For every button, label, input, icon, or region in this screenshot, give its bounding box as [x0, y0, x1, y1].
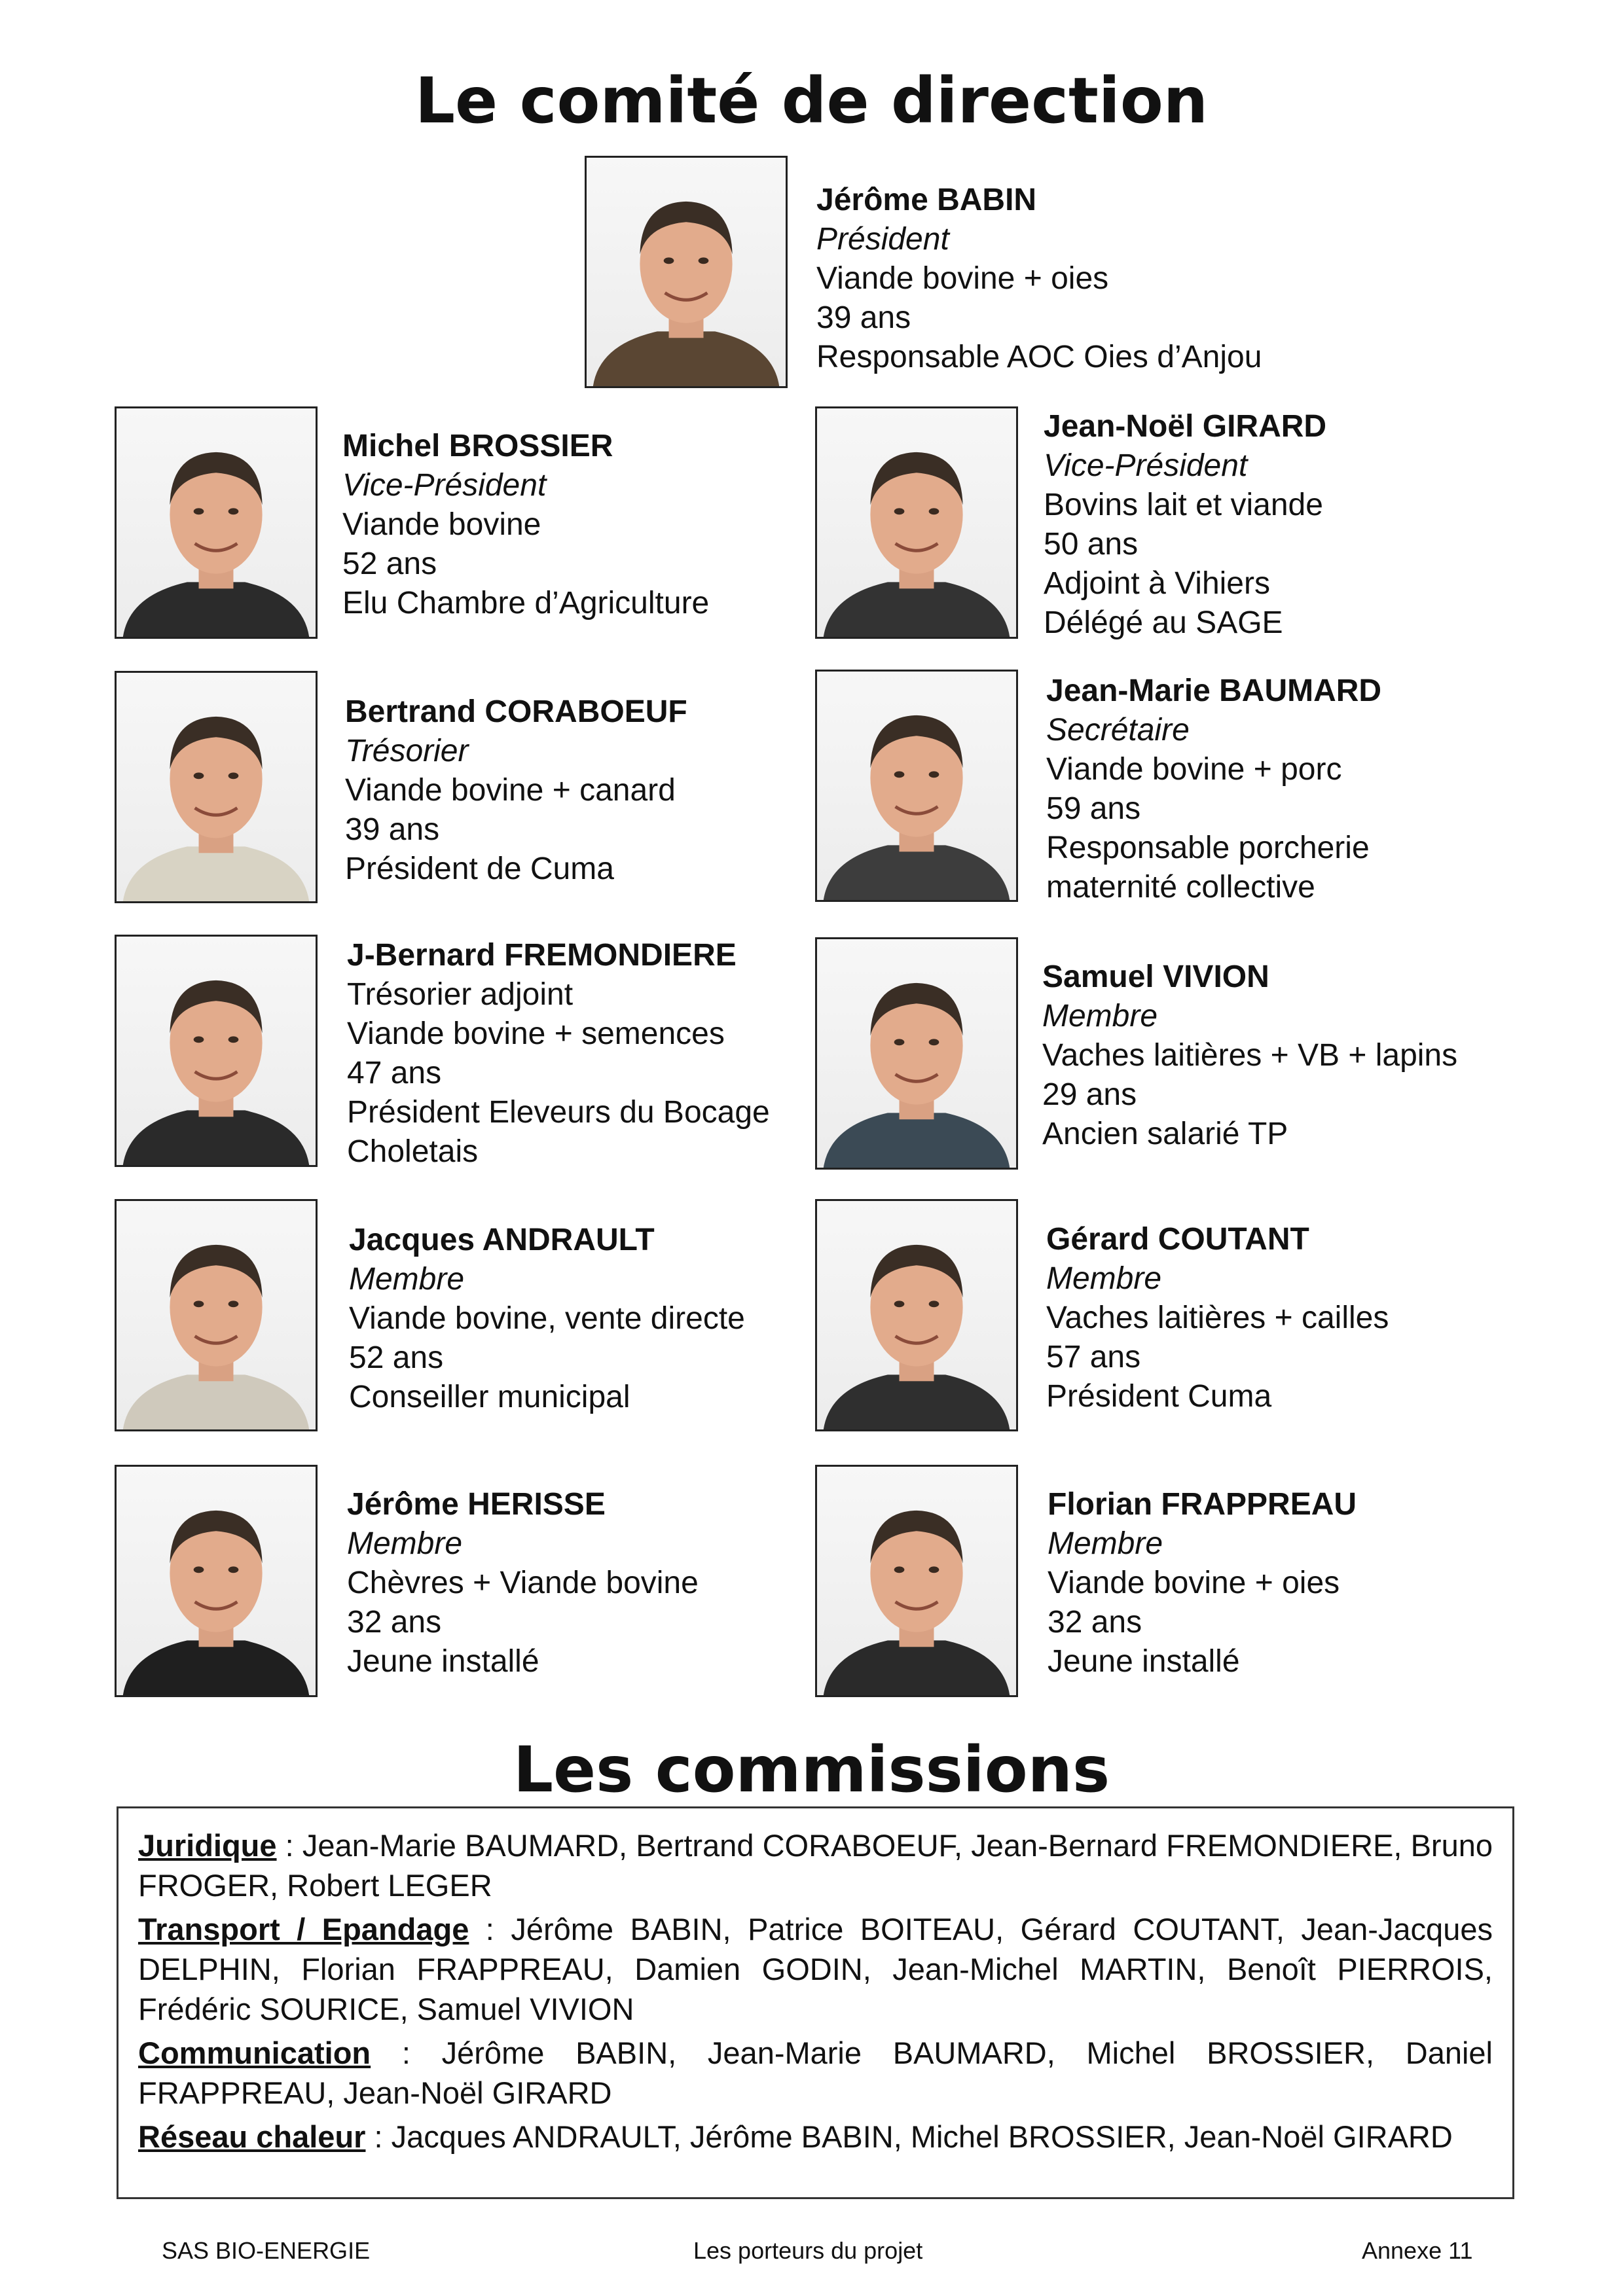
footer-left: SAS BIO-ENERGIE	[162, 2237, 371, 2264]
member-detail: Président Eleveurs du Bocage	[347, 1095, 770, 1130]
member-detail: Responsable AOC Oies d’Anjou	[816, 340, 1262, 374]
member-photo	[815, 937, 1018, 1170]
member-card	[342, 427, 709, 623]
commission-entry: Communication : Jérôme BABIN, Jean-Marie BAUMARD, Michel BROSSIER, Daniel FRAPPREAU, Jean-Noël GIRARD	[138, 2036, 1493, 2110]
member-role: Secrétaire	[1046, 713, 1190, 747]
member-activity: Viande bovine + canard	[345, 773, 676, 808]
member-photo	[585, 156, 788, 388]
member-detail: Conseiller municipal	[349, 1380, 630, 1414]
member-age: 52 ans	[349, 1340, 444, 1375]
member-activity: Vaches laitières + cailles	[1046, 1300, 1389, 1335]
member-name: Samuel VIVION	[1042, 960, 1269, 994]
member-photo	[115, 406, 318, 639]
member-card	[1046, 1220, 1389, 1416]
member-role: Vice-Président	[342, 468, 547, 503]
member-card	[1046, 672, 1381, 907]
member-photo	[815, 406, 1018, 639]
member-card	[1044, 407, 1326, 643]
member-role: Membre	[347, 1526, 463, 1561]
commission-entry: Réseau chaleur : Jacques ANDRAULT, Jérôme BABIN, Michel BROSSIER, Jean-Noël GIRARD	[138, 2119, 1453, 2154]
commission-members: Jean-Marie BAUMARD, Bertrand CORABOEUF, Jean-Bernard FREMONDIERE, Bruno FROGER, Robert LEGER	[138, 1828, 1493, 1903]
member-photo	[115, 935, 318, 1167]
member-age: 32 ans	[1048, 1605, 1142, 1640]
member-activity: Chèvres + Viande bovine	[347, 1566, 699, 1600]
member-activity: Viande bovine + oies	[816, 261, 1109, 296]
footer-center: Les porteurs du projet	[693, 2237, 923, 2264]
member-age: 39 ans	[345, 812, 440, 847]
member-name: Jean-Noël GIRARD	[1044, 409, 1327, 444]
member-card	[1048, 1485, 1357, 1681]
member-photo	[115, 1199, 318, 1431]
member-role: Membre	[1042, 999, 1158, 1033]
member-activity: Viande bovine + semences	[347, 1016, 725, 1051]
member-age: 52 ans	[342, 547, 437, 581]
member-detail: Responsable porcherie	[1046, 831, 1370, 865]
member-role: Trésorier	[345, 734, 469, 768]
member-age: 57 ans	[1046, 1340, 1141, 1374]
member-activity: Bovins lait et viande	[1044, 488, 1323, 522]
member-name: Michel BROSSIER	[342, 429, 613, 463]
member-name: Jérôme HERISSE	[347, 1487, 606, 1522]
member-detail: Président Cuma	[1046, 1379, 1272, 1414]
member-role: Président	[816, 222, 949, 257]
member-name: Bertrand CORABOEUF	[345, 694, 687, 729]
member-age: 29 ans	[1042, 1077, 1137, 1112]
member-detail: Ancien salarié TP	[1042, 1117, 1288, 1151]
commission-label: Communication	[138, 2036, 371, 2070]
member-card	[345, 692, 687, 889]
member-detail: Jeune installé	[1048, 1644, 1240, 1679]
member-role: Vice-Président	[1044, 448, 1248, 483]
member-role: Trésorier adjoint	[347, 977, 574, 1012]
member-detail: Elu Chambre d’Agriculture	[342, 586, 710, 620]
member-photo	[115, 1465, 318, 1697]
member-detail: Jeune installé	[347, 1644, 539, 1679]
member-card	[347, 936, 770, 1172]
member-age: 39 ans	[816, 300, 911, 335]
member-detail: Adjoint à Vihiers	[1044, 566, 1270, 601]
member-role: Membre	[1046, 1261, 1162, 1296]
member-detail: Délégé au SAGE	[1044, 605, 1283, 640]
member-name: Gérard COUTANT	[1046, 1222, 1309, 1257]
commission-members: Jacques ANDRAULT, Jérôme BABIN, Michel BROSSIER, Jean-Noël GIRARD	[391, 2119, 1453, 2154]
page-title: Le comité de direction	[414, 64, 1209, 137]
member-age: 47 ans	[347, 1056, 442, 1090]
member-name: Jacques ANDRAULT	[349, 1223, 655, 1257]
member-card	[349, 1221, 745, 1417]
commission-entry: Transport / Epandage : Jérôme BABIN, Patrice BOITEAU, Gérard COUTANT, Jean-Jacques DELPHIN, Florian FRAPPREAU, Damien GODIN, Jean-Michel MARTIN, Benoît PIERROIS, Frédéric SOURICE, Samuel VIVION	[138, 1912, 1493, 2026]
commission-entry: Juridique : Jean-Marie BAUMARD, Bertrand CORABOEUF, Jean-Bernard FREMONDIERE, Bruno FROGER, Robert LEGER	[138, 1828, 1493, 1903]
member-name: Jean-Marie BAUMARD	[1046, 673, 1382, 708]
member-activity: Vaches laitières + VB + lapins	[1042, 1038, 1458, 1073]
commission-label: Transport / Epandage	[138, 1912, 469, 1946]
member-photo	[115, 671, 318, 903]
commission-members: Jérôme BABIN, Patrice BOITEAU, Gérard COUTANT, Jean-Jacques DELPHIN, Florian FRAPPREAU, Damien GODIN, Jean-Michel MARTIN, Benoît PIERROIS, Frédéric SOURICE, Samuel VIVION	[138, 1912, 1493, 2026]
footer-right: Annexe 11	[1362, 2237, 1473, 2264]
member-detail: maternité collective	[1046, 870, 1315, 905]
member-card	[816, 181, 1262, 377]
member-activity: Viande bovine	[342, 507, 541, 542]
member-age: 50 ans	[1044, 527, 1139, 562]
member-activity: Viande bovine + oies	[1048, 1566, 1340, 1600]
member-activity: Viande bovine + porc	[1046, 752, 1342, 787]
member-detail: Président de Cuma	[345, 852, 614, 886]
member-role: Membre	[1048, 1526, 1163, 1561]
commission-label: Juridique	[138, 1828, 277, 1863]
member-name: Florian FRAPPREAU	[1048, 1487, 1357, 1522]
commissions-box	[117, 1806, 1514, 2199]
member-detail: Choletais	[347, 1134, 479, 1169]
member-age: 59 ans	[1046, 791, 1141, 826]
commission-label: Réseau chaleur	[138, 2119, 366, 2154]
member-activity: Viande bovine, vente directe	[349, 1301, 745, 1336]
member-photo	[815, 1465, 1018, 1697]
commission-members: Jérôme BABIN, Jean-Marie BAUMARD, Michel BROSSIER, Daniel FRAPPREAU, Jean-Noël GIRARD	[138, 2036, 1493, 2110]
member-role: Membre	[349, 1262, 465, 1297]
member-photo	[815, 670, 1018, 902]
member-name: J-Bernard FREMONDIERE	[347, 938, 737, 973]
member-photo	[815, 1199, 1018, 1431]
member-age: 32 ans	[347, 1605, 442, 1640]
member-card	[347, 1485, 699, 1681]
member-card	[1042, 958, 1457, 1154]
commissions-title: Les commissions	[513, 1733, 1110, 1806]
member-name: Jérôme BABIN	[816, 183, 1037, 217]
